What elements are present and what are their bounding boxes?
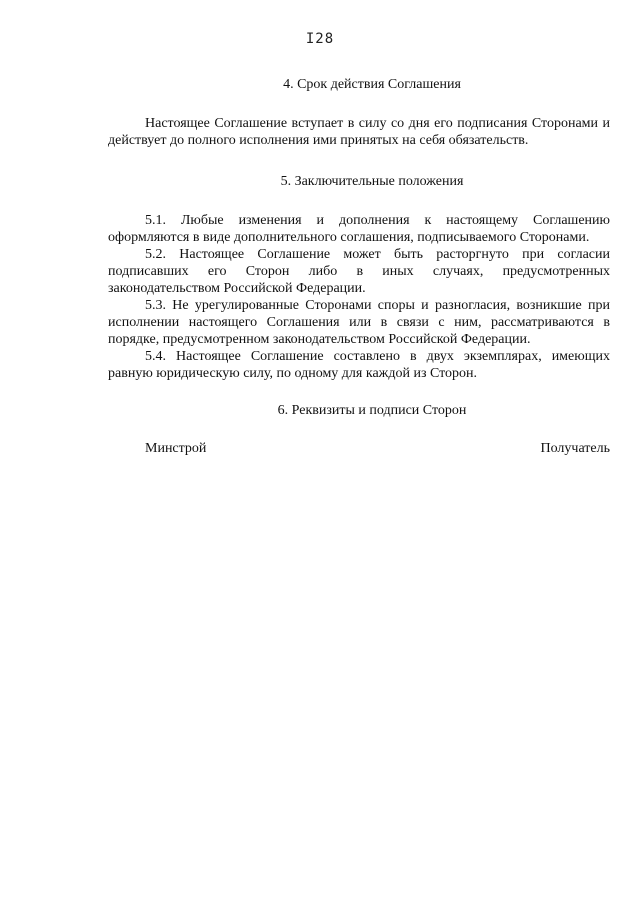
section-4-heading: 4. Срок действия Соглашения bbox=[283, 77, 461, 92]
clause-5-1: 5.1. Любые изменения и дополнения к настоящему Соглашению оформляются в виде дополнительного соглашения, подписываемого Сторонами. bbox=[108, 213, 610, 245]
clause-5-4: 5.4. Настоящее Соглашение составлено в двух экземплярах, имеющих равную юридическую силу, по одному для каждой из Сторон. bbox=[108, 349, 610, 381]
party-right-label: Получатель bbox=[540, 441, 610, 456]
clause-5-2: 5.2. Настоящее Соглашение может быть расторгнуто при согласии подписавших его Сторон либо в иных случаях, предусмотренных законодательством Российской Федерации. bbox=[108, 247, 610, 296]
section-5-heading: 5. Заключительные положения bbox=[280, 174, 464, 189]
page-number: I28 bbox=[305, 31, 335, 47]
document-body bbox=[108, 70, 610, 419]
section-6-heading: 6. Реквизиты и подписи Сторон bbox=[277, 403, 467, 418]
clause-5-3: 5.3. Не урегулированные Сторонами споры и разногласия, возникшие при исполнении настоящего Соглашения или в связи с ним, рассматриваются в порядке, предусмотренном законодательством Российской Федерации. bbox=[108, 298, 610, 347]
section-4-paragraph: Настоящее Соглашение вступает в силу со дня его подписания Сторонами и действует до полного исполнения ими принятых на себя обязательств. bbox=[108, 116, 610, 148]
party-left-label: Минстрой bbox=[145, 441, 207, 456]
signature-block bbox=[145, 441, 610, 457]
